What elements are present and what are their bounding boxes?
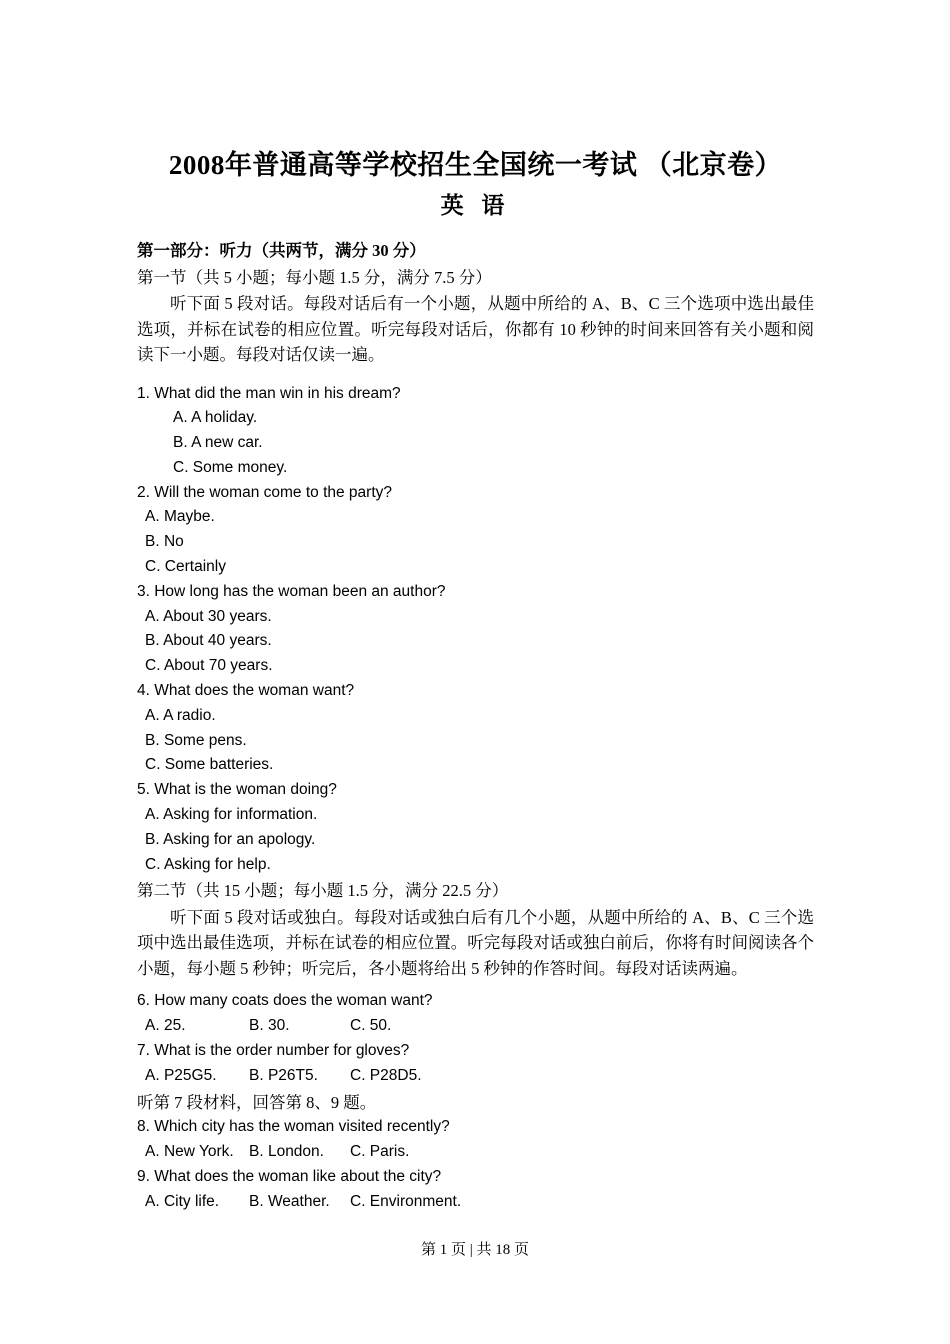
question-option[interactable]: A. About 30 years. xyxy=(145,607,272,625)
section-two-instructions: 听下面 5 段对话或独白。每段对话或独白后有几个小题，从题中所给的 A、B、C 三个选项中选出最佳选项，并标在试卷的相应位置。听完每段对话或独白前后，你将有时间阅读各个小题，每小题 5 秒钟；听完后，各小题将给出 5 秒钟的作答时间。每段对话读两遍。 xyxy=(137,907,814,978)
question-option[interactable]: A. A holiday. xyxy=(173,409,258,427)
question-option[interactable]: B. London. xyxy=(249,1142,324,1160)
question-option[interactable]: A. P25G5. xyxy=(145,1066,217,1084)
question-option[interactable]: B. A new car. xyxy=(173,434,263,452)
question-option[interactable]: B. P26T5. xyxy=(249,1066,318,1084)
page-content xyxy=(137,0,814,1214)
question-option[interactable]: C. Asking for help. xyxy=(145,855,271,873)
question-stem: 7. What is the order number for gloves? xyxy=(137,1042,410,1060)
question-stem: 9. What does the woman like about the city? xyxy=(137,1167,442,1185)
page-footer: 第 1 页 | 共 18 页 xyxy=(420,1242,529,1258)
question-stem: 8. Which city has the woman visited recently? xyxy=(137,1118,450,1136)
question-option[interactable]: B. No xyxy=(145,533,184,551)
question-option[interactable]: A. City life. xyxy=(145,1192,220,1210)
question-option[interactable]: C. 50. xyxy=(350,1017,392,1035)
question-option[interactable]: C. Some money. xyxy=(173,458,288,476)
question-stem: 5. What is the woman doing? xyxy=(137,781,337,799)
question-option[interactable]: C. Some batteries. xyxy=(145,756,274,774)
question-option[interactable]: C. Certainly xyxy=(145,558,226,576)
question-stem: 6. How many coats does the woman want? xyxy=(137,992,433,1010)
question-option[interactable]: B. Some pens. xyxy=(145,731,247,749)
section-two-heading: 第二节（共 15 小题；每小题 1.5 分，满分 22.5 分） xyxy=(137,881,509,901)
question-stem: 1. What did the man win in his dream? xyxy=(137,384,401,402)
page-title: 2008年普通高等学校招生全国统一考试 （北京卷） xyxy=(168,150,783,180)
question-option[interactable]: B. 30. xyxy=(249,1017,290,1035)
question-option[interactable]: C. Paris. xyxy=(350,1142,410,1160)
section-one-instructions: 听下面 5 段对话。每段对话后有一个小题，从题中所给的 A、B、C 三个选项中选出最佳选项，并标在试卷的相应位置。听完每段对话后，你都有 10 秒钟的时间来回答有关小题和阅读下一小题。每段对话仅读一遍。 xyxy=(137,294,814,364)
question-option[interactable]: B. Weather. xyxy=(249,1192,330,1210)
question-options-row xyxy=(145,1014,814,1039)
question-option[interactable]: C. P28D5. xyxy=(350,1066,422,1084)
question-options-row xyxy=(145,1190,814,1215)
question-stem: 2. Will the woman come to the party? xyxy=(137,483,393,501)
question-option[interactable]: A. Maybe. xyxy=(145,508,215,526)
question-option[interactable]: A. New York. xyxy=(145,1142,234,1160)
question-option[interactable]: B. About 40 years. xyxy=(145,632,272,650)
question-options-row xyxy=(145,1064,814,1089)
question-option[interactable]: C. Environment. xyxy=(350,1192,462,1210)
page-subtitle: 英 语 xyxy=(440,193,511,218)
part-one-heading: 第一部分：听力（共两节，满分 30 分） xyxy=(137,241,426,260)
question-options-row xyxy=(145,1140,814,1165)
question-option[interactable]: C. About 70 years. xyxy=(145,657,273,675)
question-option[interactable]: B. Asking for an apology. xyxy=(145,830,316,848)
question-stem: 4. What does the woman want? xyxy=(137,682,355,700)
question-option[interactable]: A. 25. xyxy=(145,1017,186,1035)
section-one-heading: 第一节（共 5 小题；每小题 1.5 分，满分 7.5 分） xyxy=(137,267,492,287)
question-stem: 3. How long has the woman been an author? xyxy=(137,582,446,600)
question-option[interactable]: A. Asking for information. xyxy=(145,806,318,824)
material-note: 听第 7 段材料，回答第 8、9 题。 xyxy=(137,1092,377,1112)
question-option[interactable]: A. A radio. xyxy=(145,706,216,724)
